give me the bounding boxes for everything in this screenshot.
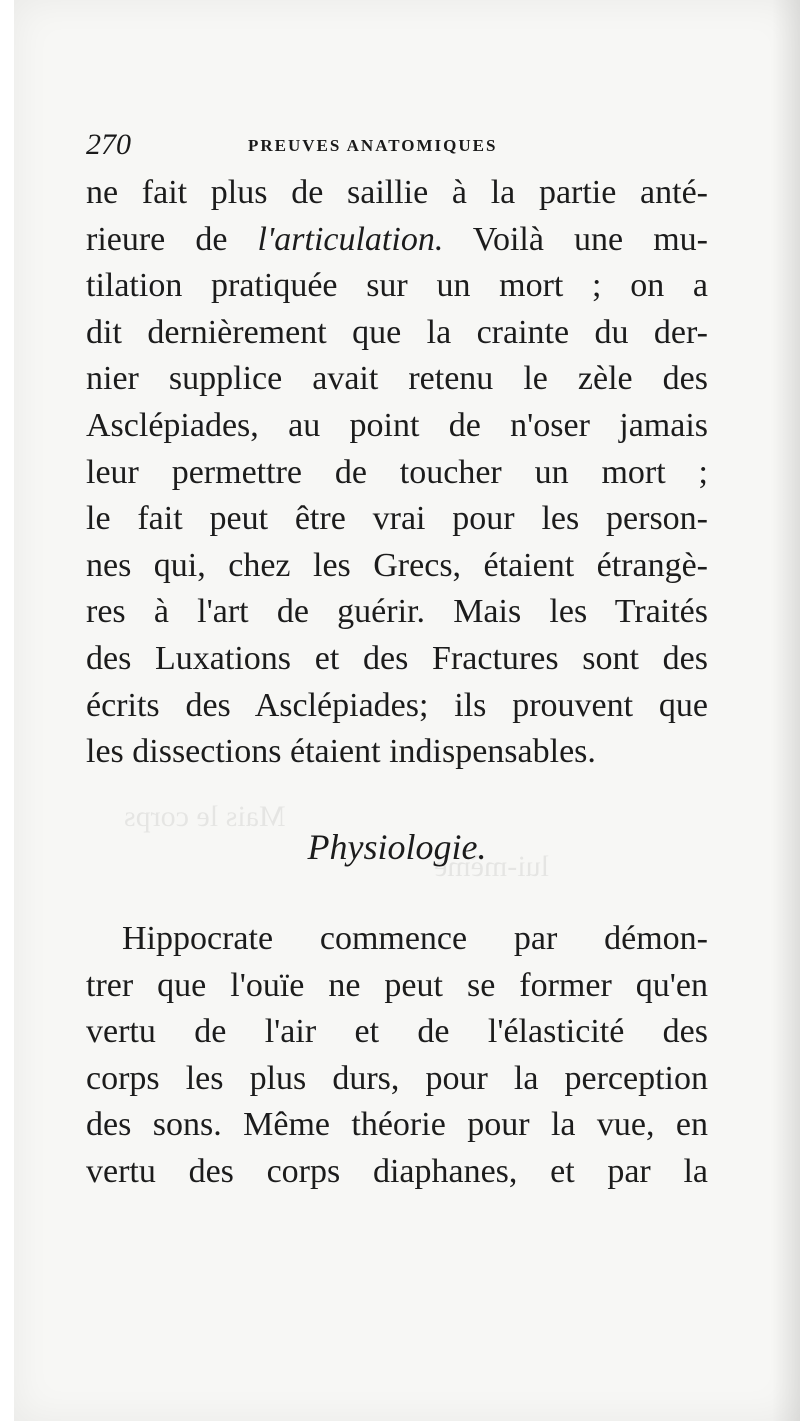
text-line: des sons. Même théorie pour la vue, en (86, 1106, 708, 1144)
running-head-title: PREUVES ANATOMIQUES (248, 136, 498, 155)
text-line: des Luxations et des Fractures sont des (86, 639, 708, 677)
text-line: dit dernièrement que la crainte du der- (86, 313, 708, 351)
paragraph-anatomy (86, 170, 708, 776)
text-line: Hippocrate commence par démon- (122, 920, 708, 957)
text-line: res à l'art de guérir. Mais les Traités (86, 593, 708, 631)
text-line: leur permettre de toucher un mort ; (86, 453, 708, 491)
text-line: corps les plus durs, pour la perception (86, 1059, 708, 1097)
text-line (86, 217, 708, 264)
text-line: trer que l'ouïe ne peut se former qu'en (86, 966, 708, 1004)
section-heading: Physiologie. (307, 827, 487, 867)
paragraph-physiology (86, 916, 708, 1196)
text-fragment: Voilà une mu- (443, 220, 708, 258)
text-line: vertu de l'air et de l'élasticité des (86, 1013, 708, 1051)
text-line: Asclépiades, au point de n'oser jamais (86, 406, 708, 444)
text-line: ne fait plus de saillie à la partie anté- (86, 174, 708, 211)
italic-term: l'articulation. (257, 220, 444, 258)
text-fragment: rieure de (86, 220, 258, 258)
text-line: nes qui, chez les Grecs, étaient étrangè- (86, 546, 708, 584)
text-line: tilation pratiquée sur un mort ; on a (86, 267, 708, 305)
text-line: écrits des Asclépiades; ils prouvent que (86, 686, 708, 724)
text-line: nier supplice avait retenu le zèle des (86, 360, 708, 398)
page-edge-shadow (772, 0, 800, 1421)
text-line: le fait peut être vrai pour les person- (86, 500, 708, 538)
running-head (86, 128, 706, 164)
text-line: les dissections étaient indispensables. (86, 733, 596, 771)
show-through-text: lui-même (434, 850, 549, 883)
show-through-text: Mais le corps (124, 800, 286, 833)
page-number: 270 (86, 128, 131, 161)
text-line: vertu des corps diaphanes, et par la (86, 1152, 708, 1190)
